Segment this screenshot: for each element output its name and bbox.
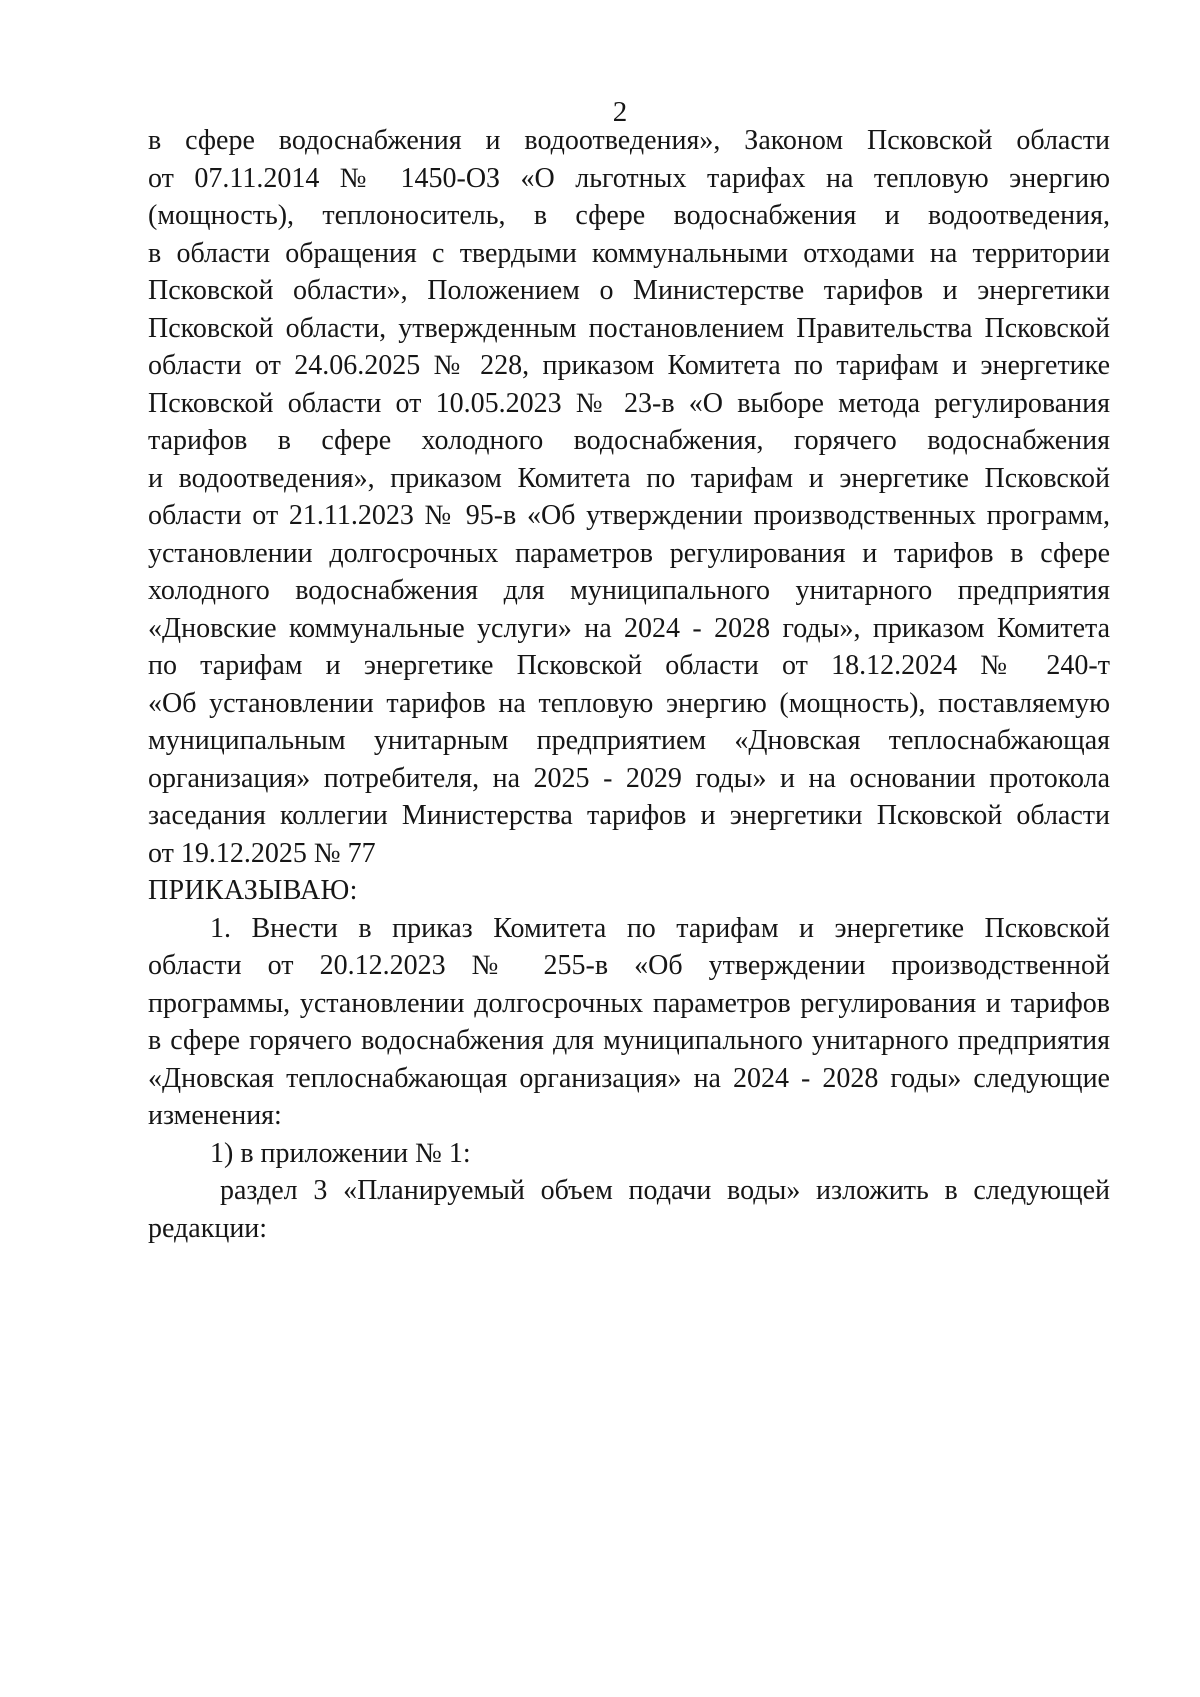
text-line: редакции: <box>148 1212 268 1244</box>
text-line: в сфере водоснабжения и водоотведения», Законом Псковской области <box>148 125 1110 156</box>
text-line: тарифов в сфере холодного водоснабжения, горячего водоснабжения <box>148 425 1110 456</box>
text-line: заседания коллегии Министерства тарифов и энергетики Псковской области <box>148 800 1110 831</box>
text-line: 1. Внести в приказ Комитета по тарифам и энергетике Псковской <box>210 912 1110 944</box>
text-line: от 07.11.2014 № 1450-ОЗ «О льготных тарифах на тепловую энергию <box>148 162 1110 194</box>
text-line: в сфере горячего водоснабжения для муниципального унитарного предприятия <box>148 1025 1110 1056</box>
text-line: холодного водоснабжения для муниципального унитарного предприятия <box>148 575 1110 606</box>
text-line: «Дновские коммунальные услуги» на 2024 - 2028 годы», приказом Комитета <box>148 612 1110 644</box>
order-heading: ПРИКАЗЫВАЮ: <box>148 875 358 906</box>
page-number: 2 <box>612 96 628 128</box>
text-line: «Об установлении тарифов на тепловую энергию (мощность), поставляемую <box>148 687 1110 719</box>
text-line: 1) в приложении № 1: <box>210 1137 471 1169</box>
text-line: программы, установлении долгосрочных параметров регулирования и тарифов <box>148 987 1110 1019</box>
text-line: Псковской области, утвержденным постановлением Правительства Псковской <box>148 312 1110 344</box>
order-text <box>148 122 1110 1247</box>
text-line: области от 20.12.2023 № 255-в «Об утверждении производственной <box>148 950 1110 981</box>
text-line: Псковской области от 10.05.2023 № 23-в «О выборе метода регулирования <box>148 387 1110 419</box>
text-line: и водоотведения», приказом Комитета по тарифам и энергетике Псковской <box>148 462 1110 494</box>
text-line: по тарифам и энергетике Псковской области от 18.12.2024 № 240-т <box>148 650 1110 681</box>
text-line: организация» потребителя, на 2025 - 2029 годы» и на основании протокола <box>148 762 1110 794</box>
text-line: установлении долгосрочных параметров регулирования и тарифов в сфере <box>148 537 1110 569</box>
text-line: «Дновская теплоснабжающая организация» на 2024 - 2028 годы» следующие <box>148 1062 1110 1094</box>
text-line: от 19.12.2025 № 77 <box>148 837 376 869</box>
text-line: области от 24.06.2025 № 228, приказом Комитета по тарифам и энергетике <box>148 350 1110 381</box>
text-line: (мощность), теплоноситель, в сфере водоснабжения и водоотведения, <box>148 200 1110 231</box>
text-line: раздел 3 «Планируемый объем подачи воды» изложить в следующей <box>220 1175 1110 1206</box>
text-line: изменения: <box>148 1100 282 1131</box>
text-line: муниципальным унитарным предприятием «Дновская теплоснабжающая <box>148 725 1110 756</box>
text-line: области от 21.11.2023 № 95-в «Об утверждении производственных программ, <box>148 500 1110 531</box>
text-line: Псковской области», Положением о Министерстве тарифов и энергетики <box>148 275 1110 306</box>
text-line: в области обращения с твердыми коммунальными отходами на территории <box>148 237 1110 269</box>
